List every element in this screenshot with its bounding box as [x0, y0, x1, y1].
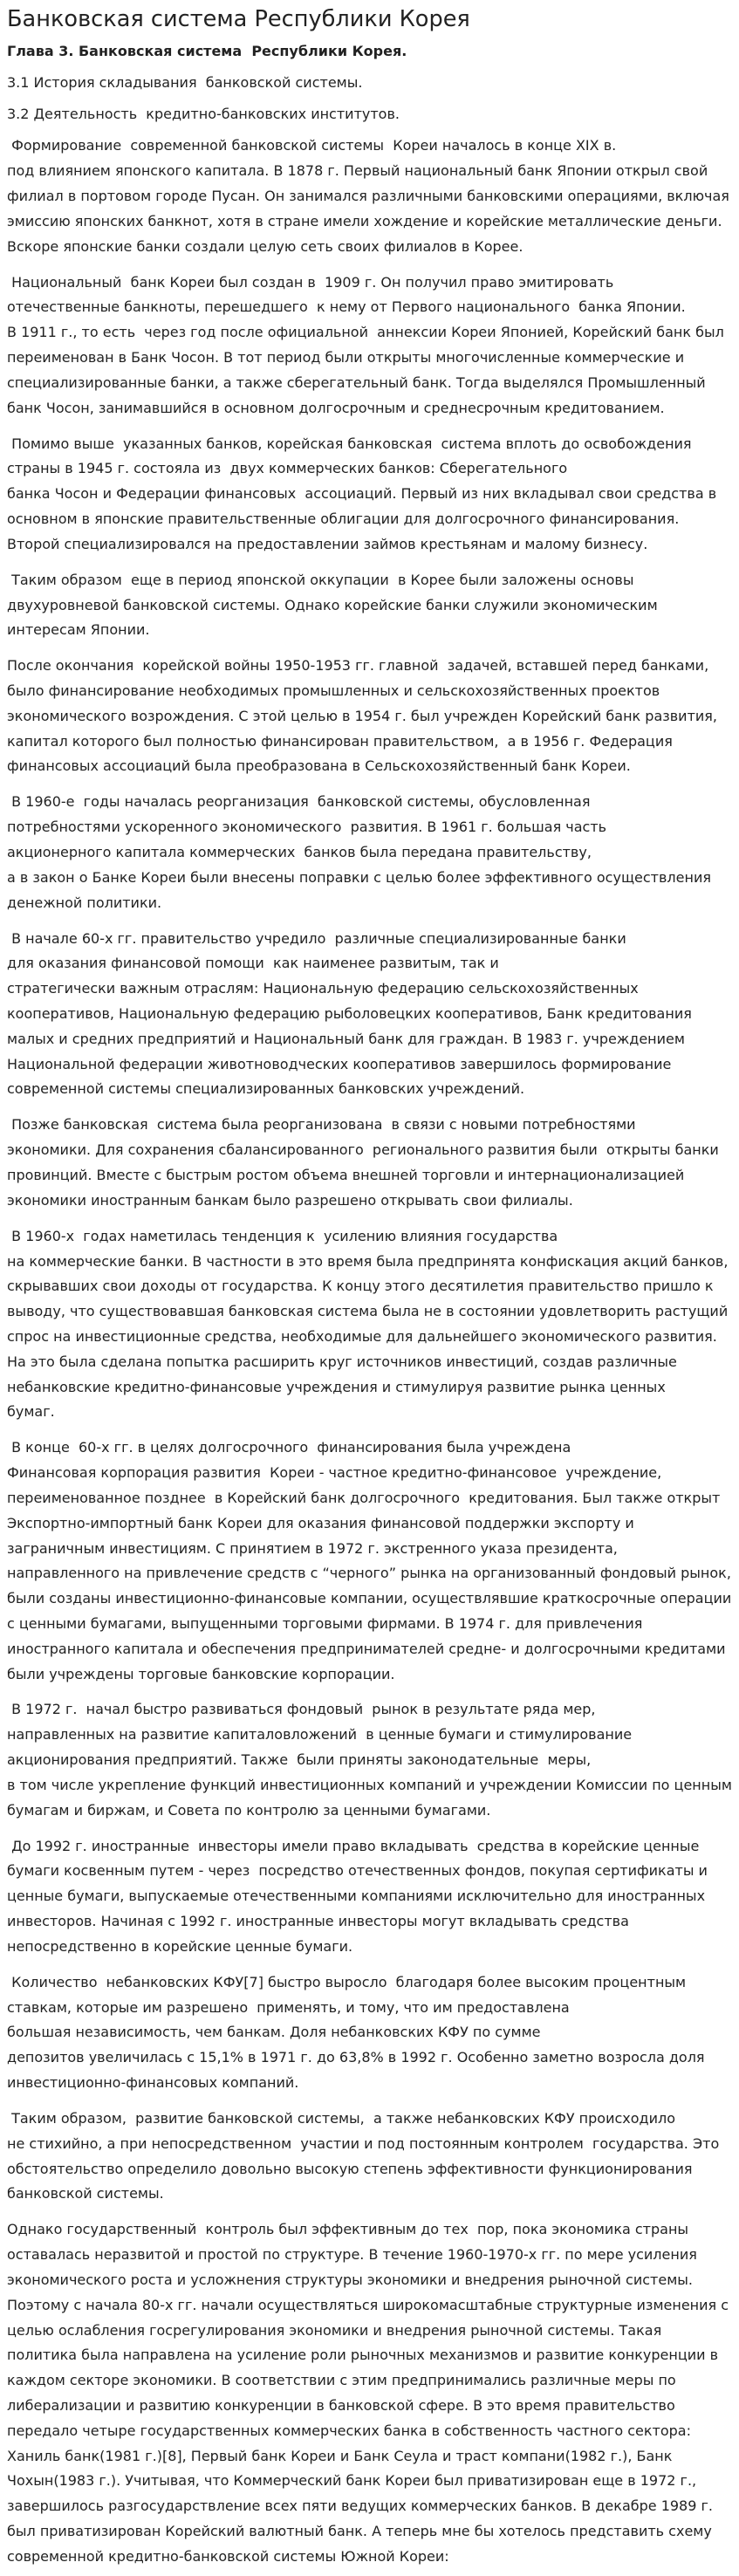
paragraph-line: небанковские кредитно-финансовые учреждения и стимулируя развитие рынка ценных	[7, 1378, 666, 1395]
paragraph-line: На это была сделана попытка расширить круг источников инвестиций, создав различные	[7, 1353, 677, 1370]
paragraph-line: бумаг.	[7, 1403, 55, 1421]
paragraph-line: Национальной федерации животноводческих кооперативов завершилось формирование	[7, 1055, 672, 1072]
paragraph-line: Финансовая корпорация развития Кореи - частное кредитно-финансовое учреждение,	[7, 1464, 662, 1482]
paragraph-line: Чохын(1983 г.). Учитывая, что Коммерческий банк Кореи был приватизирован еще в 1972 г.,	[7, 2472, 697, 2490]
section-heading-3-1: 3.1 История складывания банковской системы.	[7, 73, 363, 91]
paragraph-14	[7, 2107, 736, 2207]
paragraph-line: для оказания финансовой помощи как наименее развитым, так и	[7, 955, 499, 972]
paragraph-line: выводу, что существовавшая банковская система была не в состоянии удовлетворить растущий	[7, 1303, 729, 1320]
paragraph-line: В конце 60-х гг. в целях долгосрочного финансирования была учреждена	[7, 1439, 571, 1456]
paragraph-line: Ханиль банк(1981 г.)[8], Первый банк Кореи и Банк Сеула и траст компани(1982 г.), Банк	[7, 2447, 673, 2464]
paragraph-line: каждом секторе экономики. В соответствии с этим предпринимались различные меры по	[7, 2372, 676, 2389]
paragraph-line: был приватизирован Корейский валютный банк. А теперь мне бы хотелось представить схему	[7, 2522, 712, 2539]
paragraph-line: После окончания корейской войны 1950-1953 гг. главной задачей, вставшей перед банками,	[7, 657, 709, 675]
paragraph-5	[7, 654, 736, 779]
paragraph-line: современной кредитно-банковской системы Южной Кореи:	[7, 2547, 449, 2565]
paragraph-line: малых и средних предприятий и Национальный банк для граждан. В 1983 г. учреждением	[7, 1030, 685, 1047]
paragraph-line: потребностями ускоренного экономического развития. В 1961 г. большая часть	[7, 819, 607, 836]
paragraph-line: заграничным инвестициям. С принятием в 1972 г. экстренного указа президента,	[7, 1539, 618, 1557]
paragraph-line: направленного на привлечение средств с “черного” рынка на организованный фондовый рынок,	[7, 1565, 731, 1582]
paragraph-line: непосредственно в корейские ценные бумаги.	[7, 1937, 353, 1955]
paragraph-line: Экспортно-импортный банк Кореи для оказания финансовой поддержки экспорту и	[7, 1514, 634, 1531]
paragraph-15	[7, 2217, 736, 2569]
paragraph-line: Второй специализировался на предоставлении займов крестьянам и малому бизнесу.	[7, 535, 648, 552]
paragraph-line: Позже банковская система была реорганизована в связи с новыми потребностями	[7, 1116, 636, 1134]
paragraph-line: были учреждены торговые банковские корпорации.	[7, 1665, 395, 1682]
paragraph-line: Поэтому с начала 80-х гг. начали осуществляться широкомасштабные структурные изменения с	[7, 2296, 729, 2313]
paragraph-3	[7, 432, 736, 558]
paragraph-line: бумаги косвенным путем - через посредство отечественных фондов, покупая сертификаты и	[7, 1862, 708, 1880]
paragraph-line: Таким образом еще в период японской оккупации в Корее были заложены основы	[7, 571, 634, 588]
paragraph-line: акционерного капитала коммерческих банков была передана правительству,	[7, 844, 592, 861]
paragraph-line: Вскоре японские банки создали целую сеть своих филиалов в Корее.	[7, 237, 523, 255]
paragraph-line: политика была направлена на усиление роли рыночных механизмов и развитие конкуренции в	[7, 2346, 719, 2364]
paragraph-line: экономического возрождения. С этой целью в 1954 г. был учрежден Корейский банк развития,	[7, 707, 718, 724]
paragraph-line: с ценными бумагами, выпущенными торговыми фирмами. В 1974 г. для привлечения	[7, 1614, 643, 1632]
paragraph-line: провинций. Вместе с быстрым ростом объема внешней торговли и интернационализацией	[7, 1166, 685, 1183]
paragraph-8	[7, 1113, 736, 1213]
paragraph-line: оставалась неразвитой и простой по структуре. В течение 1960-1970-х гг. по мере усиления	[7, 2246, 697, 2264]
paragraph-line: В 1960-е годы началась реорганизация банковской системы, обусловленная	[7, 793, 591, 811]
paragraph-line: депозитов увеличилась с 15,1% в 1971 г. до 63,8% в 1992 г. Особенно заметно возросла доля	[7, 2049, 705, 2066]
paragraph-line: а в закон о Банке Кореи были внесены поправки с целью более эффективного осуществления	[7, 868, 711, 886]
paragraph-line: завершилось разгосударствление всех пяти ведущих коммерческих банков. В декабре 1989 г.	[7, 2497, 713, 2515]
paragraph-line: акционирования предприятий. Также были приняты законодательные меры,	[7, 1751, 592, 1769]
paragraph-10	[7, 1435, 736, 1687]
paragraph-line: Однако государственный контроль был эффективным до тех пор, пока экономика страны	[7, 2221, 689, 2238]
paragraph-11	[7, 1697, 736, 1823]
paragraph-6	[7, 790, 736, 915]
paragraph-line: обстоятельство определило довольно высокую степень эффективности функционирования	[7, 2160, 693, 2177]
page-title: Банковская система Республики Корея	[7, 6, 470, 32]
paragraph-line: В 1960-х годах наметилась тенденция к усилению влияния государства	[7, 1227, 558, 1244]
paragraph-line: инвестиционно-финансовых компаний.	[7, 2074, 299, 2092]
paragraph-line: современной системы специализированных банковских учреждений.	[7, 1080, 525, 1098]
paragraph-line: двухуровневой банковской системы. Однако корейские банки служили экономическим	[7, 596, 658, 613]
paragraph-line: финансовых ассоциаций была преобразована в Сельскохозяйственный банк Кореи.	[7, 757, 631, 775]
paragraph-line: основном в японские правительственные облигации для долгосрочного финансирования.	[7, 510, 680, 527]
paragraph-line: банк Чосон, занимавшийся в основном долгосрочным и среднесрочным кредитованием.	[7, 399, 665, 416]
paragraph-line: До 1992 г. иностранные инвесторы имели право вкладывать средства в корейские ценные	[7, 1837, 700, 1854]
paragraph-line: стратегически важным отраслям: Национальную федерацию сельскохозяйственных	[7, 980, 639, 997]
chapter-heading: Глава 3. Банковская система Республики Корея.	[7, 43, 407, 59]
paragraph-line: направленных на развитие капиталовложений в ценные бумаги и стимулирование	[7, 1726, 633, 1744]
paragraph-line: ценные бумаги, выпускаемые отечественными компаниями исключительно для иностранных	[7, 1887, 706, 1905]
paragraph-line: были созданы инвестиционно-финансовые компании, осуществлявшие краткосрочные операции	[7, 1590, 732, 1607]
paragraph-line: денежной политики.	[7, 894, 162, 911]
paragraph-7	[7, 927, 736, 1103]
paragraph-line: эмиссию японских банкнот, хотя в стране имели хождение и корейские металлические деньги.	[7, 212, 722, 230]
paragraph-line: либерализации и развитию конкуренции в банковской сфере. В это время правительство	[7, 2396, 675, 2414]
article-body	[7, 134, 736, 2569]
paragraph-line: инвесторов. Начиная с 1992 г. иностранные инвесторы могут вкладывать средства	[7, 1913, 629, 1930]
paragraph-line: экономического роста и усложнения структуры экономики и внедрения рыночной системы.	[7, 2271, 693, 2288]
paragraph-line: В начале 60-х гг. правительство учредило различные специализированные банки	[7, 929, 626, 947]
paragraph-line: экономики иностранным банкам было разрешено открывать свои филиалы.	[7, 1191, 573, 1209]
paragraph-line: скрывавших свои доходы от государства. К концу этого десятилетия правительство пришло к	[7, 1278, 714, 1295]
paragraph-line: Количество небанковских КФУ[7] быстро выросло благодаря более высоким процентным	[7, 1973, 687, 1990]
paragraph-line: на коммерческие банки. В частности в это время была предпринята конфискация акций банков,	[7, 1252, 729, 1270]
paragraph-line: спрос на инвестиционные средства, необходимые для дальнейшего экономического развития.	[7, 1327, 717, 1345]
paragraph-line: Таким образом, развитие банковской системы, а также небанковских КФУ происходило	[7, 2110, 675, 2127]
paragraph-line: интересам Японии.	[7, 621, 150, 639]
paragraph-1	[7, 134, 736, 259]
paragraph-line: банка Чосон и Федерации финансовых ассоциаций. Первый из них вкладывал свои средства в	[7, 485, 717, 503]
paragraph-line: В 1911 г., то есть через год после официальной аннексии Кореи Японией, Корейский банк был	[7, 324, 724, 341]
paragraph-line: Национальный банк Кореи был создан в 1909 г. Он получил право эмитировать	[7, 273, 614, 291]
paragraph-line: филиал в портовом городе Пусан. Он занимался различными банковскими операциями, включая	[7, 187, 729, 204]
paragraph-line: под влиянием японского капитала. В 1878 г. Первый национальный банк Японии открыл свой	[7, 162, 708, 180]
paragraph-line: иностранного капитала и обеспечения предпринимателей средне- и долгосрочными кредитами	[7, 1640, 726, 1657]
paragraph-13	[7, 1970, 736, 2096]
paragraph-line: передало четыре государственных коммерческих банка в собственность частного сектора:	[7, 2422, 691, 2439]
paragraph-line: Формирование современной банковской системы Кореи началось в конце XIX в.	[7, 137, 617, 154]
paragraph-line: ставкам, которые им разрешено применять, и тому, что им предоставлена	[7, 1998, 570, 2016]
paragraph-line: отечественные банкноты, перешедшего к нему от Первого национального банка Японии.	[7, 298, 686, 316]
paragraph-line: В 1972 г. начал быстро развиваться фондовый рынок в результате ряда мер,	[7, 1701, 596, 1718]
paragraph-line: страны в 1945 г. состояла из двух коммерческих банков: Сберегательного	[7, 460, 568, 477]
paragraph-line: не стихийно, а при непосредственном участии и под постоянным контролем государства. Это	[7, 2134, 720, 2152]
paragraph-line: было финансирование необходимых промышленных и сельскохозяйственных проектов	[7, 682, 660, 700]
paragraph-line: переименованное позднее в Корейский банк долгосрочного кредитования. Был также открыт	[7, 1489, 721, 1506]
paragraph-line: в том числе укрепление функций инвестиционных компаний и учреждении Комиссии по ценным	[7, 1776, 732, 1793]
paragraph-line: капитал которого был полностью финансирован правительством, а в 1956 г. Федерация	[7, 732, 673, 750]
section-heading-3-2: 3.2 Деятельность кредитно-банковских институтов.	[7, 105, 400, 122]
paragraph-line: целью ослабления госрегулирования экономики и внедрения рыночной системы. Такая	[7, 2321, 662, 2339]
paragraph-line: экономики. Для сохранения сбалансированного регионального развития были открыты банки	[7, 1141, 719, 1159]
paragraph-12	[7, 1834, 736, 1960]
paragraph-line: банковской системы.	[7, 2185, 164, 2203]
paragraph-line: специализированные банки, а также сберегательный банк. Тогда выделялся Промышленный	[7, 373, 706, 391]
paragraph-line: большая независимость, чем банкам. Доля небанковских КФУ по сумме	[7, 2024, 541, 2041]
paragraph-line: бумагам и биржам, и Совета по контролю за ценными бумагами.	[7, 1801, 491, 1819]
paragraph-line: переименован в Банк Чосон. В тот период были открыты многочисленные коммерческие и	[7, 348, 685, 366]
paragraph-9	[7, 1224, 736, 1425]
paragraph-4	[7, 568, 736, 643]
paragraph-2	[7, 271, 736, 421]
paragraph-line: Помимо выше указанных банков, корейская банковская система вплоть до освобождения	[7, 435, 692, 452]
paragraph-line: кооперативов, Национальную федерацию рыболовецких кооперативов, Банк кредитования	[7, 1005, 692, 1023]
